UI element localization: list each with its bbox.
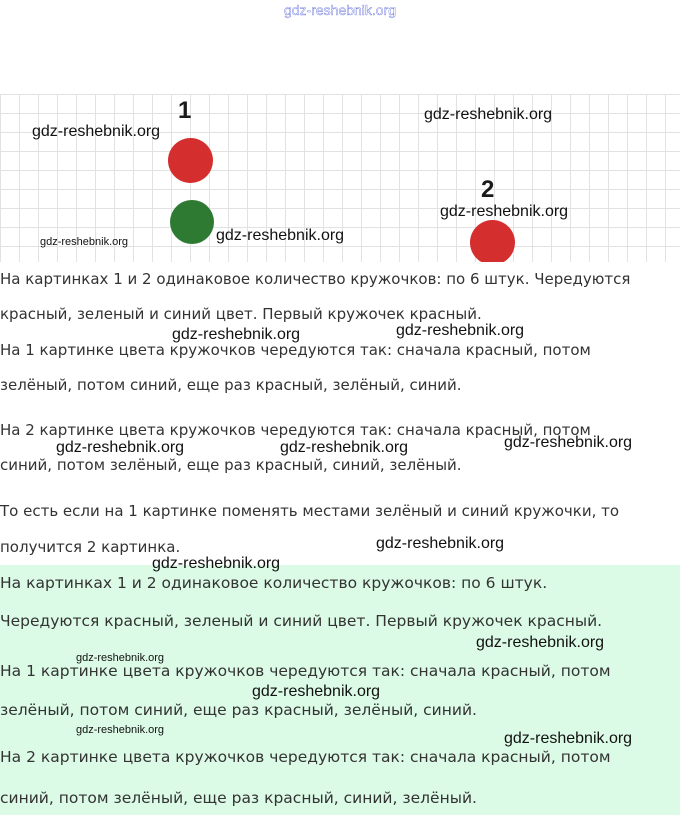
- answer-line: зелёный, потом синий, еще раз красный, зелёный, синий.: [0, 701, 477, 719]
- watermark: gdz-reshebnik.org: [504, 434, 633, 451]
- watermark: gdz-reshebnik.org: [396, 322, 525, 339]
- watermark: gdz-reshebnik.org: [280, 439, 409, 456]
- solution-line: получится 2 картинка.: [0, 538, 181, 556]
- solution-line: красный, зеленый и синий цвет. Первый кружочек красный.: [0, 305, 482, 323]
- watermark: gdz-reshebnik.org: [504, 730, 633, 747]
- watermark: gdz-reshebnik.org: [76, 652, 165, 664]
- watermark: gdz-reshebnik.org: [76, 724, 165, 736]
- solution-line: На 1 картинке цвета кружочков чередуются так: сначала красный, потом: [0, 341, 591, 359]
- watermark: gdz-reshebnik.org: [376, 535, 505, 552]
- red-circle-figure-1: [168, 138, 213, 183]
- watermark: gdz-reshebnik.org: [40, 236, 129, 248]
- solution-line: зелёный, потом синий, еще раз красный, зелёный, синий.: [0, 376, 462, 394]
- watermark: gdz-reshebnik.org: [172, 326, 301, 343]
- green-circle-figure-1: [170, 200, 214, 244]
- answer-line: Чередуются красный, зеленый и синий цвет. Первый кружочек красный.: [0, 612, 603, 630]
- figure-label-2: 2: [481, 176, 495, 203]
- figure-label-1: 1: [178, 97, 192, 124]
- watermark: gdz-reshebnik.org: [152, 555, 281, 572]
- answer-line: На картинках 1 и 2 одинаковое количество кружочков: по 6 штук.: [0, 574, 548, 592]
- solution-line: На картинках 1 и 2 одинаковое количество кружочков: по 6 штук. Чередуются: [0, 270, 631, 288]
- watermark: gdz-reshebnik.org: [440, 203, 569, 220]
- site-header-link[interactable]: gdz-reshebnik.org: [283, 2, 397, 18]
- watermark: gdz-reshebnik.org: [56, 439, 185, 456]
- watermark: gdz-reshebnik.org: [32, 123, 161, 140]
- answer-line: синий, потом зелёный, еще раз красный, синий, зелёный.: [0, 789, 477, 807]
- watermark: gdz-reshebnik.org: [476, 634, 605, 651]
- watermark: gdz-reshebnik.org: [216, 227, 345, 244]
- watermark: gdz-reshebnik.org: [252, 683, 381, 700]
- watermark: gdz-reshebnik.org: [424, 106, 553, 123]
- answer-line: На 2 картинке цвета кружочков чередуются так: сначала красный, потом: [0, 748, 611, 766]
- solution-line: На 2 картинке цвета кружочков чередуются так: сначала красный, потом: [0, 421, 591, 439]
- solution-line: синий, потом зелёный, еще раз красный, синий, зелёный.: [0, 456, 462, 474]
- red-circle-figure-2: [470, 220, 515, 265]
- answer-line: На 1 картинке цвета кружочков чередуются так: сначала красный, потом: [0, 662, 611, 680]
- solution-line: То есть если на 1 картинке поменять местами зелёный и синий кружочки, то: [0, 502, 620, 520]
